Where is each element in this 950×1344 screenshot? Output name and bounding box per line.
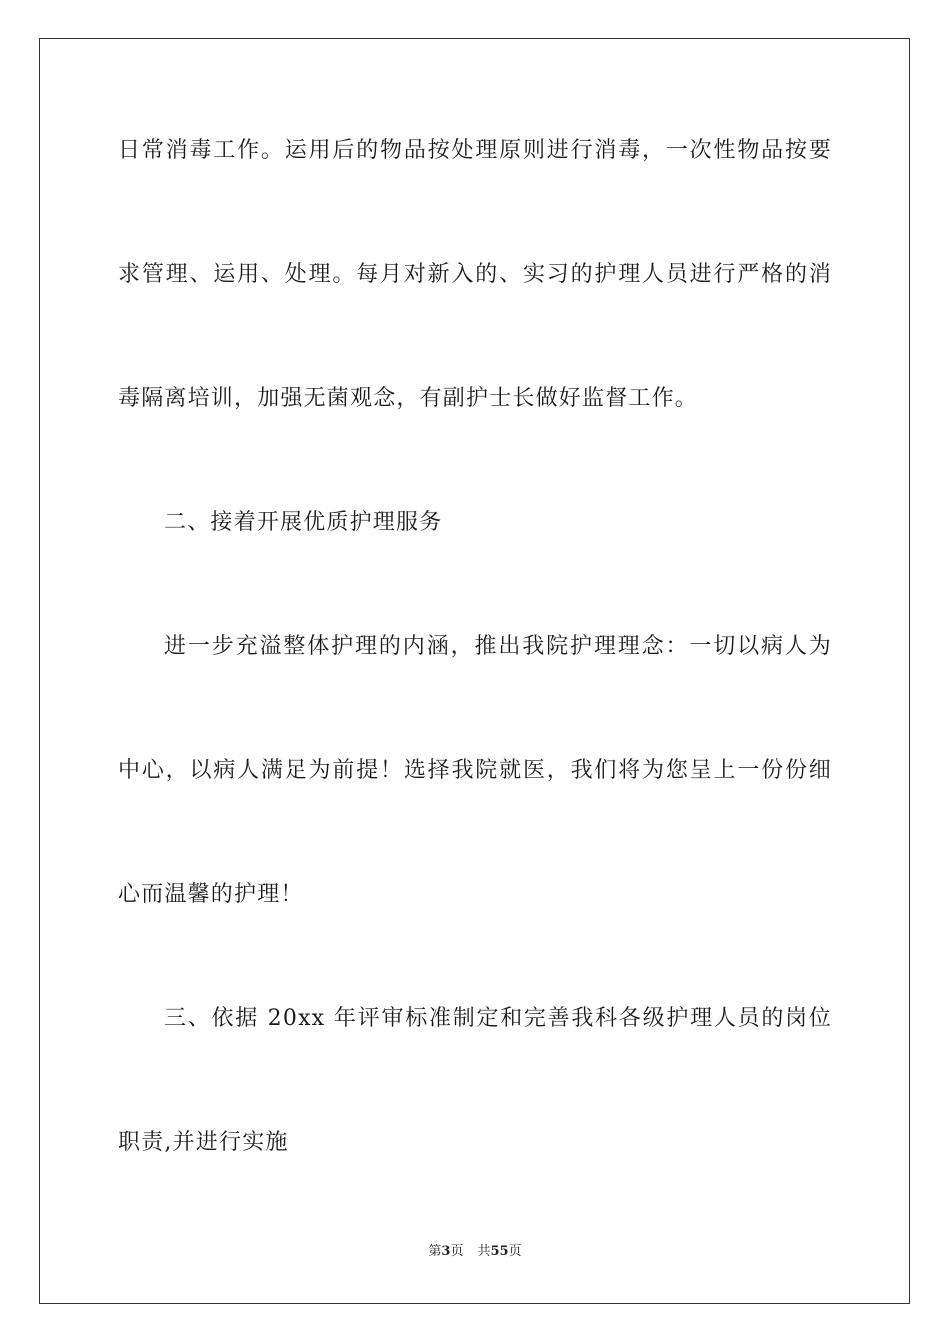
body-line-6: 中心，以病人满足为前提！选择我院就医，我们将为您呈上一份份细 bbox=[118, 758, 832, 783]
page-prefix: 第 bbox=[428, 1244, 442, 1259]
section-heading-3: 三、依据 20xx 年评审标准制定和完善我科各级护理人员的岗位 bbox=[164, 1006, 832, 1031]
body-line-9: 职责,并进行实施 bbox=[118, 1130, 289, 1155]
body-line-2: 求管理、运用、处理。每月对新入的、实习的护理人员进行严格的消 bbox=[118, 262, 832, 287]
body-line-1: 日常消毒工作。运用后的物品按处理原则进行消毒，一次性物品按要 bbox=[118, 138, 832, 163]
total-pages: 55 bbox=[490, 1244, 509, 1259]
total-suffix: 页 bbox=[508, 1244, 522, 1259]
total-prefix: 共 bbox=[477, 1244, 491, 1259]
body-line-7: 心而温馨的护理！ bbox=[118, 882, 304, 907]
page-number: 3 bbox=[441, 1244, 451, 1259]
page-footer bbox=[0, 1243, 950, 1261]
body-line-5: 进一步充溢整体护理的内涵，推出我院护理理念：一切以病人为 bbox=[164, 634, 832, 659]
body-line-3: 毒隔离培训，加强无菌观念，有副护士长做好监督工作。 bbox=[118, 386, 699, 411]
section-heading-2: 二、接着开展优质护理服务 bbox=[164, 510, 443, 535]
page-suffix: 页 bbox=[450, 1244, 464, 1259]
page-frame bbox=[39, 38, 910, 1304]
